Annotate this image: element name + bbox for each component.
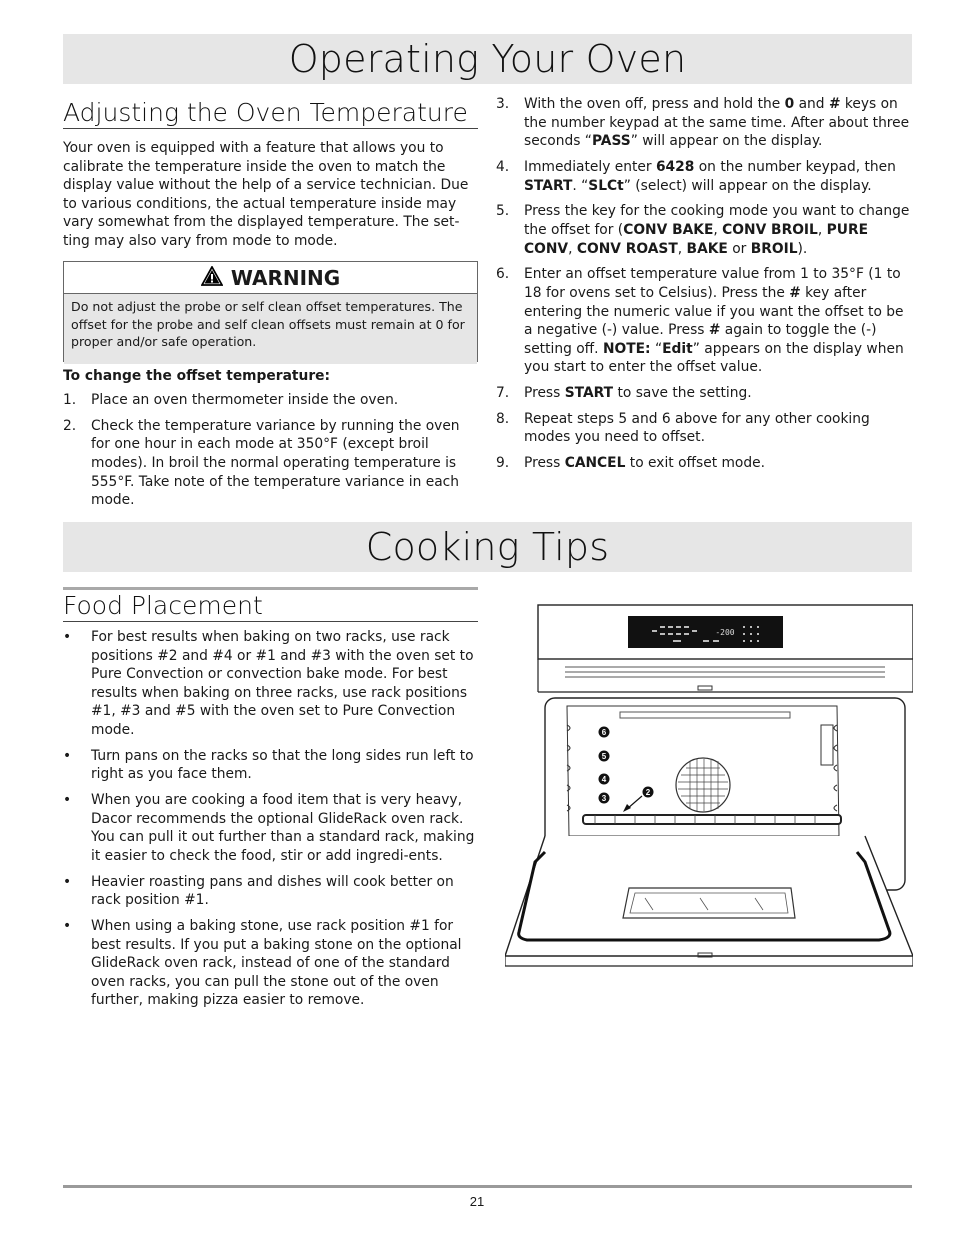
step-number: 3.	[496, 96, 510, 112]
display-readout: -200	[715, 628, 735, 637]
step-text: Edit	[662, 340, 693, 357]
step-text: ,	[568, 240, 577, 257]
step-number: 5.	[496, 203, 510, 220]
offset-steps-left	[63, 391, 477, 517]
section-banner-operating	[63, 34, 912, 84]
list-item	[63, 628, 477, 740]
oven-rack	[583, 815, 841, 824]
step-item	[496, 95, 914, 151]
step-text: on the number keypad, then	[694, 158, 896, 175]
step-item	[496, 410, 914, 447]
step-number: 6.	[496, 266, 510, 283]
rack-position-label: 2	[645, 788, 651, 797]
step-text: Place an oven thermometer inside the oven.	[91, 392, 399, 408]
warning-body: Do not adjust the probe or self clean offset temperatures. The offset for the probe and self clean offsets must remain at 0 for proper and/or safe operation.	[64, 294, 477, 364]
step-text: 0	[784, 96, 795, 112]
step-item	[63, 417, 477, 510]
tip-text: When using a baking stone, use rack position #1 for best results. If you put a baking stone on the optional GlideRack oven rack, instead of one of the standard oven racks, you can pull the stone out of the oven further, making pizza easier to remove.	[91, 918, 462, 1009]
list-item	[63, 873, 477, 910]
step-item	[496, 265, 914, 377]
step-text: START	[524, 177, 573, 194]
food-heading: Food Placement	[63, 591, 263, 620]
offset-subheading: To change the offset temperature:	[63, 368, 331, 384]
step-text: Press	[524, 385, 565, 402]
step-text: CONV BROIL	[722, 221, 818, 238]
warning-header	[64, 262, 477, 294]
step-item	[496, 158, 914, 195]
step-text: #	[789, 284, 801, 301]
warning-box	[63, 261, 478, 362]
step-text: Press the key for the cooking mode you want to change the offset for (	[524, 203, 910, 238]
control-display	[628, 616, 783, 648]
oven-illustration	[505, 600, 913, 980]
step-text: key after entering the numeric value if you want the offset to be a negative (-) value. Press	[524, 284, 904, 339]
step-text: and	[794, 96, 829, 112]
step-number: 1.	[63, 392, 77, 408]
step-text: SLCt	[588, 177, 624, 194]
step-text: to save the setting.	[613, 385, 752, 402]
step-item	[496, 202, 914, 258]
step-text: Enter an offset temperature value from 1 to 35°F (1 to 18 for ovens set to Celsius). Press the	[524, 266, 901, 301]
step-item	[496, 454, 914, 473]
step-text: ” (select) will appear on the display.	[623, 177, 872, 194]
step-number: 8.	[496, 410, 510, 427]
tip-text: For best results when baking on two racks, use rack positions #2 and #4 or #1 and #3 with the oven set to Pure Convection or convection bake mode. For best results when baking on three racks, use rack positions #1, #3 and #5 with the oven set to Pure Convection mode.	[91, 629, 474, 738]
adjust-heading: Adjusting the Oven Temperature	[63, 98, 468, 127]
adjust-intro-text: Your oven is equipped with a feature that allows you to calibrate the temperature inside the oven to match the display value without the help of a service technician. Due to various conditions, the actual temperature inside may vary somewhat from the displayed temperature. The set-ting may also vary from mode to mode.	[63, 140, 469, 249]
step-text: again to toggle the (-) setting off.	[524, 322, 877, 357]
list-item	[63, 747, 477, 784]
step-text: Check the temperature variance by running the oven for one hour in each mode at 350°F (except broil modes). In broil the normal operating temperature is 555°F. Take note of the temperature variance in each mode.	[91, 417, 460, 509]
bullet: •	[63, 918, 72, 935]
footer-rule	[63, 1185, 912, 1188]
step-text: NOTE:	[602, 340, 651, 357]
step-text: BROIL	[750, 240, 798, 257]
warning-title: WARNING	[230, 265, 341, 290]
oven-door	[505, 836, 913, 956]
section-banner-cooking-tips	[63, 522, 912, 572]
tip-text: Heavier roasting pans and dishes will cook better on rack position #1.	[91, 873, 454, 909]
step-text: ,	[677, 240, 687, 257]
rack-position-label: 4	[601, 775, 607, 784]
step-text: “	[650, 340, 663, 357]
warning-triangle-icon	[201, 266, 223, 290]
convection-fan	[676, 758, 730, 812]
bullet: •	[63, 629, 72, 645]
step-number: 9.	[496, 455, 510, 472]
step-text: 6428	[655, 158, 695, 175]
step-number: 7.	[496, 385, 510, 402]
rack-position-label: 3	[601, 794, 607, 803]
step-text: ,	[817, 221, 827, 238]
step-text: keys on the number keypad at the same time. After about three seconds “	[524, 96, 910, 150]
offset-steps-right	[496, 95, 914, 480]
step-text: START	[564, 385, 614, 402]
step-text: PASS	[591, 133, 631, 150]
step-text: Repeat steps 5 and 6 above for any other cooking modes you need to offset.	[524, 410, 870, 446]
step-text: . “	[572, 177, 589, 194]
list-item	[63, 917, 477, 1010]
step-text: CANCEL	[564, 455, 626, 472]
step-text: CONV BAKE	[623, 221, 714, 238]
list-item	[63, 791, 477, 865]
step-text: to exit offset mode.	[625, 455, 765, 472]
step-text: With the oven off, press and hold the	[524, 96, 785, 112]
step-text: ,	[713, 221, 723, 238]
tip-text: Turn pans on the racks so that the long sides run left to right as you face them.	[91, 747, 474, 783]
step-text: or	[727, 240, 751, 257]
bullet: •	[63, 873, 72, 890]
step-item	[63, 391, 477, 410]
bullet: •	[63, 792, 72, 809]
food-placement-list	[63, 628, 477, 1017]
food-heading-block	[63, 587, 478, 622]
step-text: #	[708, 322, 721, 339]
adjust-intro	[63, 139, 477, 251]
step-text: BAKE	[686, 240, 728, 257]
step-text: Immediately enter	[524, 158, 656, 175]
step-text: #	[828, 96, 841, 112]
step-text: PURE CONV	[524, 221, 869, 257]
step-number: 2.	[63, 417, 77, 434]
step-text: ” will appear on the display.	[630, 133, 823, 150]
step-item	[496, 384, 914, 403]
section-title: Cooking Tips	[365, 525, 610, 569]
step-text: ).	[797, 240, 808, 257]
adjust-heading-block	[63, 97, 478, 129]
step-number: 4.	[496, 158, 510, 175]
bullet: •	[63, 747, 72, 764]
step-text: CONV ROAST	[576, 240, 678, 257]
step-text: ” appears on the display when you start to enter the offset value.	[524, 340, 904, 376]
rack-position-label: 5	[601, 752, 607, 761]
section-title: Operating Your Oven	[288, 37, 687, 81]
step-text: Press	[524, 455, 565, 472]
tip-text: When you are cooking a food item that is very heavy, Dacor recommends the optional GlideRack oven rack. You can pull it out further than a standard rack, making it easier to check the food, stir or add ingredi-ents.	[91, 792, 475, 864]
rack-position-label: 6	[601, 728, 607, 737]
page-number: 21	[469, 1194, 485, 1209]
